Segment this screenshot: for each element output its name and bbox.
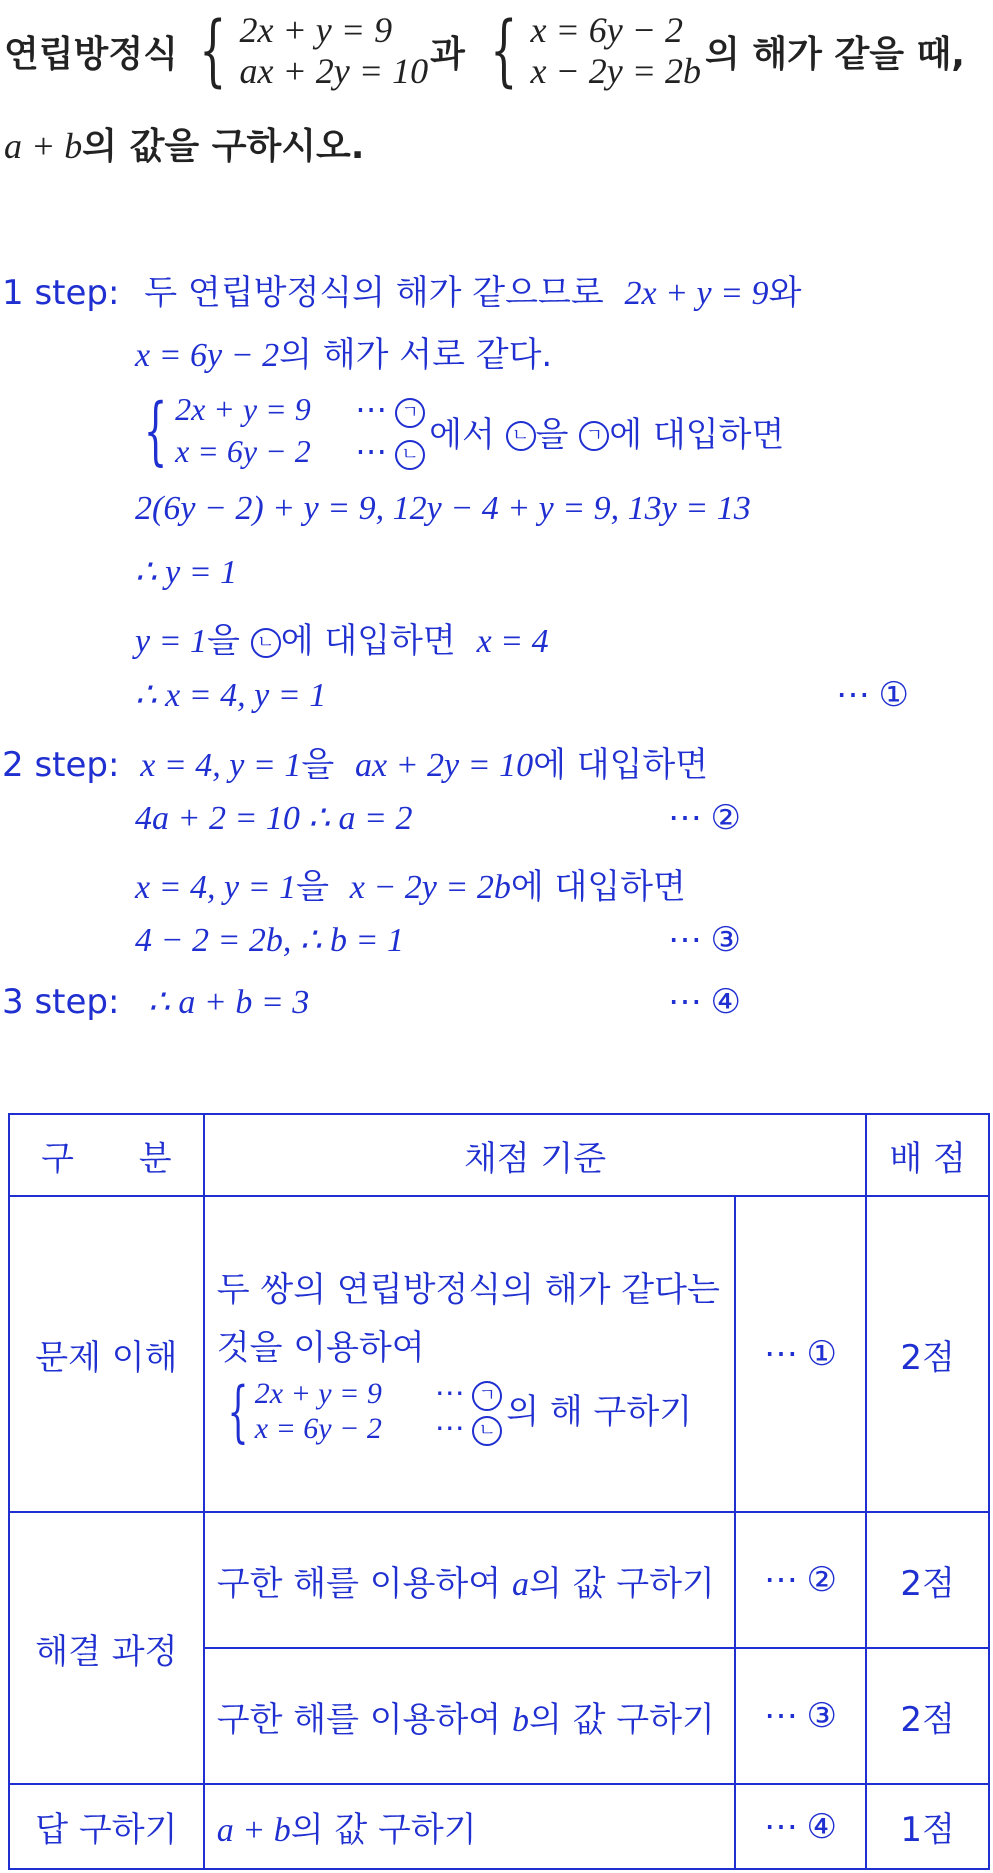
row-1-system xyxy=(255,1377,503,1446)
step-1-math: 2x + y = 9 xyxy=(624,275,769,312)
step-2-text-1: 을 xyxy=(301,745,335,785)
solution-line-10 xyxy=(135,859,686,908)
step-1-tail: 와 xyxy=(768,273,802,313)
score-tag-2: ⋯ ② xyxy=(668,800,741,837)
left-brace-icon: { xyxy=(143,388,168,474)
problem-line-2-math: a + b xyxy=(4,126,83,166)
solution-line-6 xyxy=(135,613,549,662)
row-4-criteria xyxy=(204,1784,735,1869)
solution-line-6-math-1: y = 1 xyxy=(135,623,208,660)
row-4-math: a + b xyxy=(216,1812,291,1849)
row-1-system-eq-1: 2x + y = 9 xyxy=(254,1377,382,1411)
row-2-criteria xyxy=(204,1512,735,1648)
table-header-row xyxy=(9,1114,989,1196)
problem-system-1 xyxy=(240,10,429,93)
row-1-score: 2점 xyxy=(866,1196,989,1512)
problem-intro: 연립방정식 xyxy=(4,33,178,75)
score-tag-3: ⋯ ③ xyxy=(668,922,741,959)
solution-system-tail-1: 에서 xyxy=(429,414,495,455)
score-tag-1: ⋯ ① xyxy=(836,677,909,714)
solution-line-6-math-2: x = 4 xyxy=(476,623,549,660)
solution-system-row-1-eq: 2x + y = 9 xyxy=(175,391,311,428)
step-2-text-2: 에 대입하면 xyxy=(533,745,709,785)
problem-line-2 xyxy=(4,118,364,169)
solution-system-tail xyxy=(429,407,784,456)
problem-line-1 xyxy=(4,6,965,96)
step-2-label: 2 step: xyxy=(2,745,120,785)
row-1-system-row-1 xyxy=(255,1377,503,1412)
row-3-prefix: 구한 해를 이용하여 xyxy=(216,1699,502,1740)
solution-system-row-2-eq: x = 6y − 2 xyxy=(175,433,311,469)
solution-line-6-text-2: 에 대입하면 xyxy=(280,621,456,661)
row-2-tag: ⋯ ② xyxy=(735,1512,867,1648)
solution-system-tail-3: 에 대입하면 xyxy=(609,414,785,455)
row-3-suffix: 의 값 구하기 xyxy=(528,1699,715,1740)
circled-nieun-icon: ㄴ xyxy=(251,628,281,658)
solution-system-line xyxy=(132,387,784,475)
solution-line-7: ∴ x = 4, y = 1 xyxy=(135,677,327,714)
solution-system-row-2 xyxy=(175,431,425,473)
row-2-category: 해결 과정 xyxy=(9,1512,204,1784)
row-2-suffix: 의 값 구하기 xyxy=(528,1563,715,1604)
row-3-score: 2점 xyxy=(866,1648,989,1784)
row-1-category: 문제 이해 xyxy=(9,1196,204,1512)
circled-giyeok-icon: ㄱ xyxy=(395,398,425,428)
table-row xyxy=(9,1512,989,1648)
row-4-suffix: 의 값 구하기 xyxy=(290,1810,477,1850)
problem-system-2 xyxy=(531,10,702,93)
step-3-line xyxy=(2,982,309,1022)
ellipsis-icon: ⋯ xyxy=(434,1377,465,1411)
solution-line-10-text-1: 을 xyxy=(296,867,329,907)
left-brace-icon: { xyxy=(227,1372,249,1450)
ellipsis-icon: ⋯ xyxy=(355,391,388,428)
row-1-criteria xyxy=(204,1196,735,1512)
circled-giyeok-icon: ㄱ xyxy=(579,421,609,451)
solution-line-6-text-1: 을 xyxy=(207,621,240,661)
row-4-score: 1점 xyxy=(866,1784,989,1869)
left-brace-icon: { xyxy=(199,6,227,96)
header-score: 배 점 xyxy=(866,1114,989,1196)
solution-line-9: 4a + 2 = 10 ∴ a = 2 xyxy=(135,800,413,837)
step-1-label: 1 step: xyxy=(2,273,120,313)
circled-nieun-icon: ㄴ xyxy=(506,421,536,451)
row-1-tail: 의 해 구하기 xyxy=(506,1391,693,1432)
row-3-tag: ⋯ ③ xyxy=(735,1648,867,1784)
solution-line-2 xyxy=(135,327,552,376)
solution-system xyxy=(175,389,425,472)
row-1-system-row-2 xyxy=(255,1412,503,1447)
step-2-math-2: ax + 2y = 10 xyxy=(355,747,534,784)
step-3-math: ∴ a + b = 3 xyxy=(148,984,310,1021)
row-1-text-2: 것을 이용하여 xyxy=(216,1327,425,1368)
problem-system-1-row-2: ax + 2y = 10 xyxy=(239,51,429,91)
step-1-text: 두 연립방정식의 해가 같으므로 xyxy=(144,273,604,313)
step-3-label: 3 step: xyxy=(2,982,120,1022)
row-1-system-line xyxy=(217,1372,733,1450)
table-row xyxy=(9,1196,989,1512)
problem-connector: 과 xyxy=(430,33,465,75)
problem-tail: 의 해가 같을 때, xyxy=(705,33,965,75)
step-1-line xyxy=(2,265,801,314)
row-2-var: a xyxy=(511,1565,529,1603)
problem-system-2-row-1: x = 6y − 2 xyxy=(530,9,684,50)
row-1-text-1: 두 쌍의 연립방정식의 해가 같다는 xyxy=(216,1269,720,1310)
solution-line-2-text: 의 해가 서로 같다. xyxy=(279,335,553,375)
solution-line-10-math-1: x = 4, y = 1 xyxy=(135,869,297,906)
solution-system-tail-2: 을 xyxy=(535,414,569,455)
circled-nieun-icon: ㄴ xyxy=(395,440,425,470)
row-2-prefix: 구한 해를 이용하여 xyxy=(216,1563,502,1604)
solution-line-11: 4 − 2 = 2b, ∴ b = 1 xyxy=(135,922,404,959)
row-1-system-eq-2: x = 6y − 2 xyxy=(254,1411,382,1445)
step-2-math-1: x = 4, y = 1 xyxy=(140,747,302,784)
solution-line-10-text-2: 에 대입하면 xyxy=(510,867,686,907)
ellipsis-icon: ⋯ xyxy=(434,1411,465,1445)
circled-nieun-icon: ㄴ xyxy=(472,1416,502,1446)
problem-system-1-row-1: 2x + y = 9 xyxy=(239,9,393,50)
solution-line-5: ∴ y = 1 xyxy=(135,554,238,591)
header-category: 구 분 xyxy=(9,1114,204,1196)
solution-line-10-math-2: x − 2y = 2b xyxy=(349,869,511,906)
score-tag-4: ⋯ ④ xyxy=(668,984,741,1021)
ellipsis-icon: ⋯ xyxy=(355,433,388,469)
table-row xyxy=(9,1784,989,1869)
solution-system-row-1 xyxy=(175,389,425,431)
row-2-score: 2점 xyxy=(866,1512,989,1648)
row-3-var: b xyxy=(511,1701,529,1739)
row-1-tag: ⋯ ① xyxy=(735,1196,867,1512)
solution-line-4: 2(6y − 2) + y = 9, 12y − 4 + y = 9, 13y = 13 xyxy=(135,490,751,527)
circled-giyeok-icon: ㄱ xyxy=(472,1381,502,1411)
row-4-tag: ⋯ ④ xyxy=(735,1784,867,1869)
row-3-criteria xyxy=(204,1648,735,1784)
left-brace-icon: { xyxy=(490,6,518,96)
row-4-category: 답 구하기 xyxy=(9,1784,204,1869)
problem-line-2-text: 의 값을 구하시오. xyxy=(82,126,365,167)
header-criteria: 채점 기준 xyxy=(204,1114,867,1196)
solution-line-2-math: x = 6y − 2 xyxy=(135,337,280,374)
step-2-line xyxy=(2,737,708,786)
grading-table xyxy=(8,1113,990,1870)
problem-system-2-row-2: x − 2y = 2b xyxy=(530,51,702,91)
